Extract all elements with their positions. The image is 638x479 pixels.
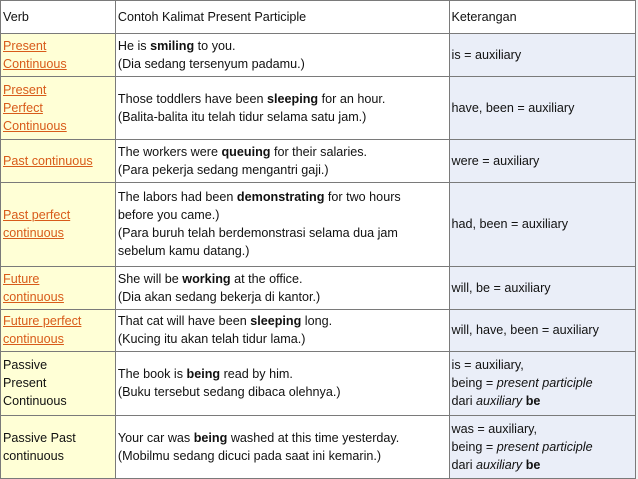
example-cell (115, 415, 449, 478)
example-line (118, 90, 447, 108)
table-row (1, 34, 636, 77)
highlighted-participle: sleeping (267, 92, 319, 107)
verb-cell (1, 415, 116, 478)
example-line (118, 188, 447, 206)
table-row (1, 309, 636, 352)
verb-cell[interactable] (1, 267, 116, 310)
verb-line: continuous (3, 226, 64, 241)
example-text: before you came.) (117, 208, 220, 223)
example-text: (Para buruh telah berdemonstrasi selama dua jam (117, 226, 398, 241)
example-text: for two hours (324, 190, 401, 205)
example-text: for an hour. (318, 92, 386, 107)
note-line (452, 152, 633, 170)
note-text: were = auxiliary (451, 154, 540, 169)
example-text: (Dia sedang tersenyum padamu.) (117, 57, 305, 72)
example-text: read by him. (220, 367, 293, 382)
note-text: had, been = auxiliary (451, 217, 569, 232)
note-cell (449, 182, 635, 266)
header-verb: Verb (1, 1, 116, 34)
note-line (452, 438, 633, 456)
header-example: Contoh Kalimat Present Participle (115, 1, 449, 34)
example-cell (115, 309, 449, 352)
example-cell (115, 182, 449, 266)
verb-line: Future perfect (3, 314, 82, 329)
note-text: is = auxiliary, (451, 358, 524, 373)
verb-cell[interactable] (1, 182, 116, 266)
note-line (452, 215, 633, 233)
highlighted-participle: smiling (150, 39, 195, 54)
example-cell (115, 140, 449, 183)
verb-line: Passive (3, 358, 48, 373)
example-text: (Kucing itu akan telah tidur lama.) (117, 332, 306, 347)
note-line (452, 374, 633, 392)
table-row (1, 77, 636, 140)
note-text: dari (451, 394, 477, 409)
example-line (118, 55, 447, 73)
example-text: The labors had been (117, 190, 237, 205)
verb-cell (1, 352, 116, 415)
example-line (118, 206, 447, 224)
verb-line: Future (3, 271, 40, 286)
italic-term: present participle (496, 439, 593, 454)
example-line (118, 365, 447, 383)
verb-cell[interactable] (1, 309, 116, 352)
header-row (1, 1, 636, 34)
example-line (118, 288, 447, 306)
header-note: Keterangan (449, 1, 635, 34)
note-line (452, 279, 633, 297)
note-line (452, 321, 633, 339)
example-text: sebelum kamu datang.) (117, 244, 250, 259)
highlighted-participle: queuing (221, 145, 271, 160)
table-row (1, 352, 636, 415)
note-text: being = (451, 439, 497, 454)
verb-line: Continuous (3, 57, 67, 72)
verb-cell[interactable] (1, 140, 116, 183)
verb-line: Present (3, 376, 47, 391)
note-cell (449, 415, 635, 478)
example-line (118, 429, 447, 447)
example-text: washed at this time yesterday. (227, 430, 400, 445)
note-text: have, been = auxiliary (451, 101, 575, 116)
example-line (118, 270, 447, 288)
example-line (118, 108, 447, 126)
note-text: dari (451, 457, 477, 472)
example-line (118, 383, 447, 401)
note-cell (449, 140, 635, 183)
verb-line: Passive Past (3, 430, 76, 445)
note-cell (449, 267, 635, 310)
table-row (1, 267, 636, 310)
note-cell (449, 309, 635, 352)
example-line (118, 224, 447, 242)
note-text: will, be = auxiliary (451, 280, 551, 295)
example-text: She will be (117, 271, 183, 286)
verb-cell[interactable] (1, 34, 116, 77)
example-text: The workers were (117, 145, 222, 160)
highlighted-participle: demonstrating (236, 190, 325, 205)
verb-line: Perfect (3, 101, 43, 116)
note-cell (449, 34, 635, 77)
example-cell (115, 267, 449, 310)
highlighted-participle: being (193, 430, 228, 445)
example-line (118, 143, 447, 161)
example-cell (115, 77, 449, 140)
example-line (118, 242, 447, 260)
example-text: (Dia akan sedang bekerja di kantor.) (117, 289, 321, 304)
example-text: The book is (117, 367, 187, 382)
example-line (118, 312, 447, 330)
highlighted-participle: being (186, 367, 221, 382)
example-text: Your car was (117, 430, 194, 445)
note-line (452, 420, 633, 438)
note-line (452, 392, 633, 410)
italic-term: auxiliary (476, 394, 523, 409)
example-text: Those toddlers have been (117, 92, 268, 107)
example-text: for their salaries. (270, 145, 368, 160)
note-text: is = auxiliary (451, 48, 522, 63)
table-row (1, 140, 636, 183)
note-cell (449, 77, 635, 140)
note-line (452, 456, 633, 474)
note-line (452, 356, 633, 374)
highlighted-participle: sleeping (250, 314, 302, 329)
note-cell (449, 352, 635, 415)
bold-term: be (525, 457, 541, 472)
example-text: He is (117, 39, 151, 54)
note-line (452, 99, 633, 117)
example-text: (Para pekerja sedang mengantri gaji.) (117, 163, 329, 178)
verb-line: Continuous (3, 394, 67, 409)
verb-line: Past perfect (3, 208, 71, 223)
verb-line: Present (3, 39, 47, 54)
example-line (118, 161, 447, 179)
note-text: was = auxiliary, (451, 421, 538, 436)
highlighted-participle: working (182, 271, 231, 286)
example-line (118, 37, 447, 55)
example-line (118, 330, 447, 348)
verb-line: continuous (3, 448, 64, 463)
table-row (1, 415, 636, 478)
verb-line: continuous (3, 332, 64, 347)
note-text: being = (451, 376, 497, 391)
italic-term: auxiliary (476, 457, 523, 472)
italic-term: present participle (496, 376, 593, 391)
verb-line: Continuous (3, 119, 67, 134)
bold-term: be (525, 394, 541, 409)
note-line (452, 46, 633, 64)
verb-line: continuous (3, 289, 64, 304)
example-text: That cat will have been (117, 314, 251, 329)
note-text: will, have, been = auxiliary (451, 323, 599, 338)
verb-line: Present (3, 83, 47, 98)
example-cell (115, 352, 449, 415)
verb-cell[interactable] (1, 77, 116, 140)
example-text: at the office. (230, 271, 303, 286)
table-row (1, 182, 636, 266)
example-cell (115, 34, 449, 77)
example-text: (Mobilmu sedang dicuci pada saat ini kemarin.) (117, 448, 382, 463)
example-line (118, 447, 447, 465)
verb-line: Past continuous (3, 154, 93, 169)
example-text: long. (301, 314, 333, 329)
example-text: to you. (194, 39, 236, 54)
example-text: (Buku tersebut sedang dibaca olehnya.) (117, 385, 341, 400)
example-text: (Balita-balita itu telah tidur selama satu jam.) (117, 110, 367, 125)
